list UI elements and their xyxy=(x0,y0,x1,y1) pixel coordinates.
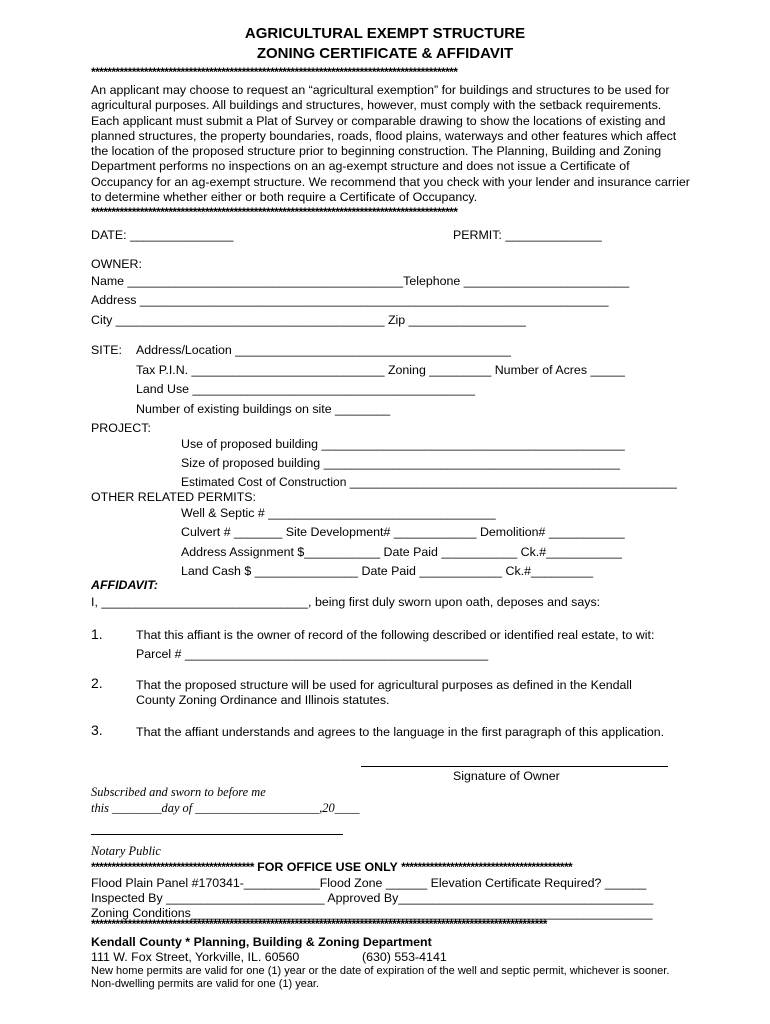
notary-public-label: Notary Public xyxy=(91,844,161,858)
department-name: Kendall County * Planning, Building & Zoning Department xyxy=(91,935,432,949)
affidavit-item2-number: 2. xyxy=(91,675,103,691)
form-title-line1: AGRICULTURAL EXEMPT STRUCTURE xyxy=(244,25,526,42)
parcel-field[interactable]: Parcel # ____________________________________________ xyxy=(136,647,489,661)
site-landuse-field[interactable]: Land Use _________________________________________ xyxy=(136,382,476,396)
flood-plain-field[interactable]: Flood Plain Panel #170341-___________Flood Zone ______ Elevation Certificate Required? ______ xyxy=(91,876,647,890)
divider-stars-bottom: **************************************************************************************************************** xyxy=(91,917,547,931)
owner-name-field[interactable]: Name ________________________________________Telephone ________________________ xyxy=(91,274,630,288)
other-permits-heading: OTHER RELATED PERMITS: xyxy=(91,490,256,504)
office-stars-left: **************************************** xyxy=(91,860,254,874)
address-assignment-field[interactable]: Address Assignment $___________ Date Paid ___________ Ck.#___________ xyxy=(181,545,622,559)
site-label: SITE: xyxy=(91,343,122,357)
office-use-heading-row xyxy=(91,860,681,875)
signature-of-owner-label: Signature of Owner xyxy=(453,769,560,783)
affidavit-intro-field[interactable]: I, ______________________________, being first duly sworn upon oath, deposes and says: xyxy=(91,595,601,609)
date-field[interactable]: DATE: _______________ xyxy=(91,228,234,242)
affidavit-item3-number: 3. xyxy=(91,722,103,738)
office-stars-right: ****************************************** xyxy=(401,860,573,874)
affidavit-item1-text: That this affiant is the owner of record of the following described or identified real estate, to wit: xyxy=(136,628,655,642)
affidavit-item2-text: That the proposed structure will be used for agricultural purposes as defined in the Kendall County Zoning Ordinance and Illinois statutes. xyxy=(136,678,632,707)
notary-signature-line[interactable] xyxy=(91,834,343,835)
department-address: 111 W. Fox Street, Yorkville, IL. 60560 xyxy=(91,950,300,964)
owner-heading: OWNER: xyxy=(91,257,142,271)
affidavit-item1-number: 1. xyxy=(91,626,103,642)
owner-address-field[interactable]: Address ____________________________________________________________________ xyxy=(91,293,609,307)
affidavit-heading: AFFIDAVIT: xyxy=(91,578,158,592)
department-phone: (630) 553-4141 xyxy=(362,950,447,964)
owner-signature-line[interactable] xyxy=(361,766,668,767)
land-cash-field[interactable]: Land Cash $ _______________ Date Paid ____________ Ck.#_________ xyxy=(181,564,594,578)
notary-date-field[interactable]: this ________day of ____________________,20____ xyxy=(91,801,360,815)
permit-validity-note: New home permits are valid for one (1) year or the date of expiration of the well and septic permit, whichever is sooner. Non-dwelling permits are valid for one (1) year. xyxy=(91,965,670,990)
project-heading: PROJECT: xyxy=(91,421,151,435)
zoning-conditions-field[interactable]: Zoning Conditions___________________________________________________________________ xyxy=(91,906,653,920)
office-use-heading: FOR OFFICE USE ONLY xyxy=(257,860,398,874)
permit-field[interactable]: PERMIT: ______________ xyxy=(453,228,602,242)
affidavit-item3-text: That the affiant understands and agrees to the language in the first paragraph of this application. xyxy=(136,725,665,739)
inspected-approved-field[interactable]: Inspected By _______________________ Approved By_____________________________________ xyxy=(91,891,654,905)
project-cost-field[interactable]: Estimated Cost of Construction _________________________________________________ xyxy=(181,475,677,489)
subscribed-text: Subscribed and sworn to before me xyxy=(91,785,266,799)
site-address-field[interactable]: Address/Location ________________________________________ xyxy=(136,343,511,357)
owner-city-field[interactable]: City _______________________________________ Zip _________________ xyxy=(91,313,526,327)
site-existing-buildings-field[interactable]: Number of existing buildings on site ________ xyxy=(136,402,391,416)
intro-paragraph: An applicant may choose to request an “agricultural exemption” for buildings and structures to be used for agricultural purposes. All buildings and structures, however, must comply with the setback requirements. Each applicant must submit a Plat of Survey or comparable drawing to show the locations of existing and planned structures, the property boundaries, roads, flood plains, waterways and other features which affect the location of the proposed structure prior to beginning construction. The Planning, Building and Zoning Department performs no inspections on an ag-exempt structure and does not issue a Certificate of Occupancy for an ag-exempt structure. We recommend that you check with your lender and insurance carrier to determine whether either or both require a Certificate of Occupancy. xyxy=(91,83,690,205)
divider-stars-top: ****************************************************************************************** xyxy=(91,65,458,79)
project-use-field[interactable]: Use of proposed building ____________________________________________ xyxy=(181,437,625,451)
project-size-field[interactable]: Size of proposed building ___________________________________________ xyxy=(181,456,620,470)
form-title-line2: ZONING CERTIFICATE & AFFIDAVIT xyxy=(256,45,514,62)
well-septic-field[interactable]: Well & Septic # _________________________________ xyxy=(181,506,496,520)
site-pin-field[interactable]: Tax P.I.N. ____________________________ Zoning _________ Number of Acres _____ xyxy=(136,363,625,377)
culvert-field[interactable]: Culvert # _______ Site Development# ____________ Demolition# ___________ xyxy=(181,525,625,539)
divider-stars-intro: ****************************************************************************************** xyxy=(91,205,458,219)
